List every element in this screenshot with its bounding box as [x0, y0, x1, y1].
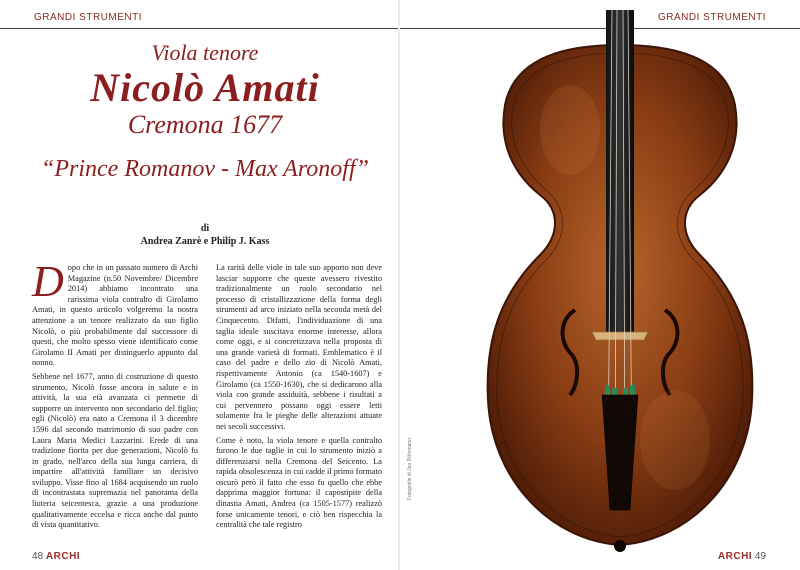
- bridge: [592, 332, 648, 340]
- title-line-2: Nicolò Amati: [90, 65, 320, 110]
- column-2: [216, 263, 382, 534]
- title-line-4: “Prince Romanov - Max Aronoff”: [41, 156, 369, 182]
- running-head-right: GRANDI STRUMENTI: [658, 12, 766, 23]
- paragraph: Come è noto, la viola tenore e quella contralto furono le due taglie in cui lo strumento iniziò a differenziarsi nella Cremona del Seicento. La rapida obsolescenza in cui cadde il primo formato oscurò però il fatto che esso fu quello che ebbe dapprima maggior fortuna: il capostipite della dinastia Amati, Andrea (ca 1505-1577) realizzò forse unicamente tenori, e ciò ben rispecchia la centralità che tale registro: [216, 435, 382, 530]
- byline: [30, 222, 380, 248]
- header-rule-left: [0, 28, 400, 29]
- running-head-left: GRANDI STRUMENTI: [34, 12, 142, 23]
- photo-credit: Fotografie di Jan Röhrmann: [407, 438, 413, 500]
- paragraph: La rarità delle viole in tale suo apporto non deve lasciar supporre che queste avessero rivestito tradizionalmente un ruolo secondario nel processo di cristallizzazione della forma degli strumenti ad arco iniziato nella seconda metà del Cinquecento. Difatti, l'individuazione di una taglia ideale suscitava enorme interesse, allora come oggi, e si concretizzava nella proposta di una grande varietà di formati. Emblematico è il caso del padre e dello zio di Nicolò Amati, rispettivamente Antonio (ca 1540-1607) e Girolamo (ca 1550-1630), che si dedicarono alla viola con grande assiduità, sebbene i risultati a cui pervennero possano oggi essere letti solamente fra le pieghe delle alterazioni attuate nei secoli successivi.: [216, 263, 382, 431]
- article-title: [30, 40, 380, 184]
- magazine-logo: ARCHI: [717, 551, 753, 562]
- byline-authors: Andrea Zanrè e Philip J. Kass: [140, 236, 270, 247]
- magazine-logo: ARCHI: [45, 551, 81, 562]
- column-1: [32, 257, 198, 534]
- paragraph: Sebbene nel 1677, anno di costruzione di questo strumento, Nicolò fosse ancora in salute e in attività, la sua età avanzata ci permette di supporre un intervento non secondario del figlio; egli (Nicolò) era nato a Cremona il 3 dicembre 1596 dal secondo matrimonio di suo padre con Laura Maria Medici Lazzarini. Erede di una tradizione fiorita per due generazioni, Nicolò fu in grado, nell'arco della sua lunga carriera, di impartire all'attività familiare un decisivo sviluppo. Visse fino al 1684 acquisendo un ruolo di incontrastata supremazia nel panorama della liuteria seicentesca, grazie a una produzione qualitativamente eccelsa e ricca anche dal punto di vista quantitativo.: [32, 371, 198, 530]
- drop-cap: D: [32, 257, 64, 306]
- byline-di: di: [200, 223, 210, 234]
- page-number: 49: [754, 551, 766, 562]
- paragraph: Dopo che in un passato numero di Archi Magazine (n.50 Novembre/ Dicembre 2014) abbiamo incontrato una rarissima viola contralto di Girolamo Amati, in questo articolo volgeremo la nostra attenzione a un tenore realizzato da suo figlio Nicolò, o più probabilmente dal successore di questi, che molto spesso viene identificato come Girolamo II Amati per distinguerlo appunto dal nonno.: [32, 257, 198, 368]
- title-line-3: Cremona 1677: [127, 110, 283, 139]
- viola-photo: [480, 10, 760, 555]
- folio-left: [32, 551, 80, 562]
- title-line-1: Viola tenore: [151, 40, 259, 65]
- endpin: [614, 540, 626, 552]
- page-number: 48: [32, 551, 44, 562]
- article-body: [32, 257, 382, 548]
